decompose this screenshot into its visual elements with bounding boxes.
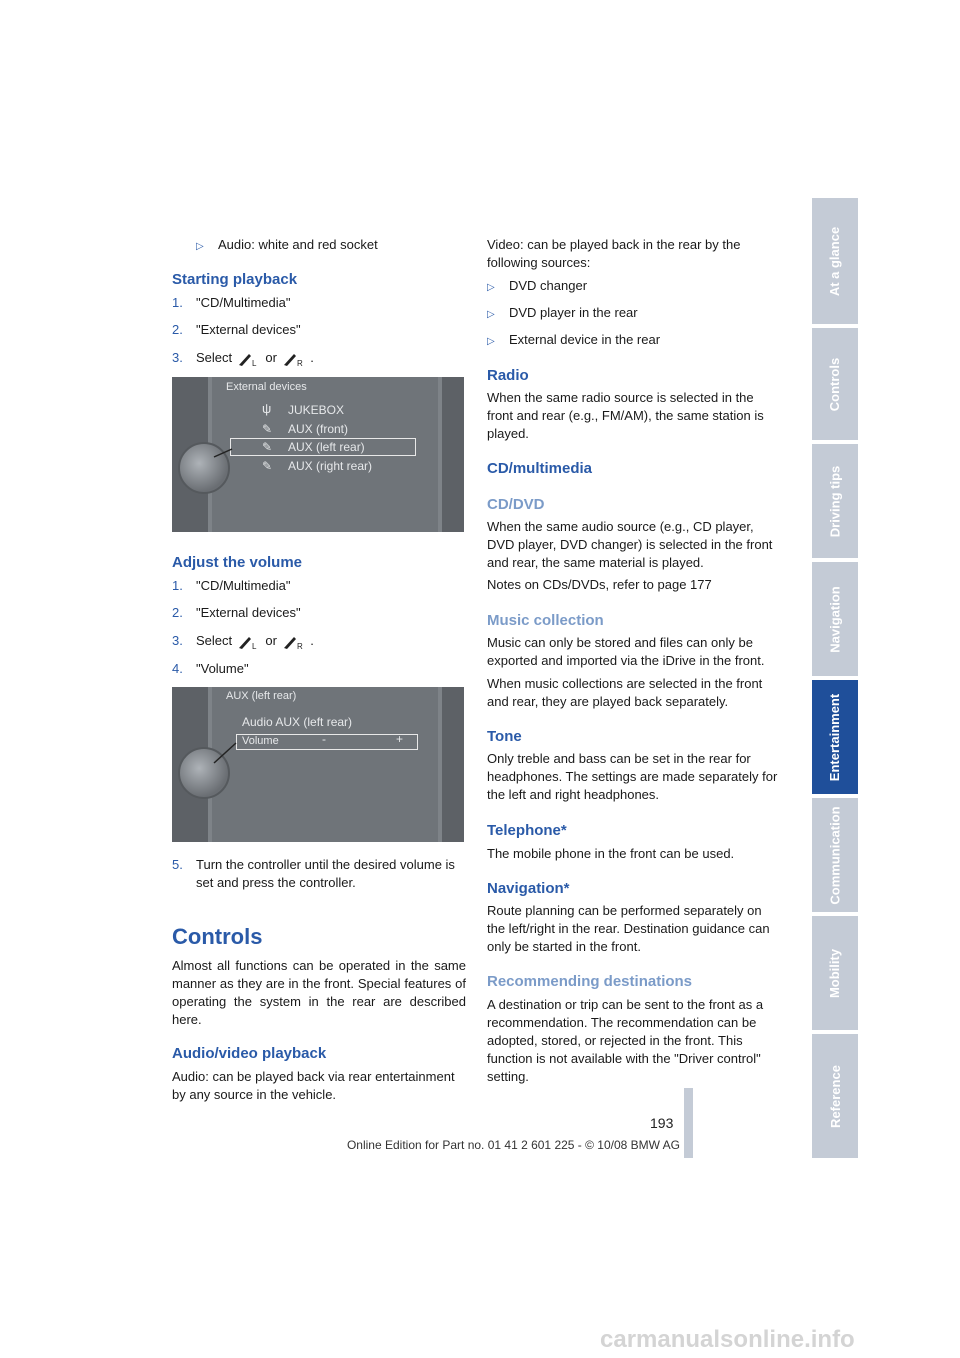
screen-aux-volume bbox=[172, 687, 464, 842]
video-source-1: ▷ DVD changer bbox=[487, 277, 587, 297]
av-step-3: 3. Select L or R . bbox=[172, 633, 314, 650]
music-collection-text-1: Music can only be stored and files can only be exported and imported via the iDrive in the front. bbox=[487, 635, 765, 668]
video-source-2: ▷ DVD player in the rear bbox=[487, 304, 638, 324]
heading-controls: Controls bbox=[172, 924, 263, 949]
cd-dvd-text: When the same audio source (e.g., CD player, DVD player, DVD changer) is selected in the front and rear, the same material is played. bbox=[487, 519, 773, 570]
cd-dvd-note: Notes on CDs/DVDs, refer to page 177 bbox=[487, 577, 712, 592]
svg-text:L: L bbox=[251, 358, 257, 367]
tab-driving-tips[interactable]: Driving tips bbox=[812, 444, 858, 558]
tab-at-a-glance[interactable]: At a glance bbox=[812, 198, 858, 324]
controls-text: Almost all functions can be operated in the same manner as they are in the front. Special features of operating the system in the rear are described here. bbox=[172, 958, 466, 1027]
recommending-text: A destination or trip can be sent to the front as a recommendation. The recommendation can be adopted, stored, or rejected in the front. This function is not available with the "Driver control" setting. bbox=[487, 997, 764, 1084]
heading-starting-playback: Starting playback bbox=[172, 271, 298, 288]
screen-title: External devices bbox=[226, 381, 307, 393]
screen-title: AUX (left rear) bbox=[226, 690, 297, 702]
triangle-bullet-icon: ▷ bbox=[487, 309, 495, 320]
av-step-2: 2. "External devices" bbox=[172, 605, 301, 620]
heading-telephone: Telephone* bbox=[487, 822, 567, 839]
av-step-5: 5. Turn the controller until the desired volume is set and press the controller. bbox=[172, 857, 455, 890]
navigation-text: Route planning can be performed separately on the left/right in the rear. Destination guidance can only be started in the front. bbox=[487, 903, 770, 954]
tab-navigation[interactable]: Navigation bbox=[812, 562, 858, 676]
bullet-audio: ▷ Audio: white and red socket bbox=[196, 236, 466, 256]
aux-front-icon: ✎ bbox=[262, 422, 273, 436]
tab-entertainment[interactable]: Entertainment bbox=[812, 680, 858, 794]
tab-reference[interactable]: Reference bbox=[812, 1034, 858, 1158]
sp-step-1: 1. "CD/Multimedia" bbox=[172, 295, 291, 310]
sp-step-2: 2. "External devices" bbox=[172, 322, 301, 337]
heading-radio: Radio bbox=[487, 367, 529, 384]
screen-subtitle: Audio AUX (left rear) bbox=[242, 715, 353, 729]
heading-cd-multimedia: CD/multimedia bbox=[487, 460, 593, 477]
triangle-bullet-icon: ▷ bbox=[487, 282, 495, 293]
av-step-1: 1. "CD/Multimedia" bbox=[172, 578, 291, 593]
heading-audio-video: Audio/video playback bbox=[172, 1045, 327, 1062]
heading-cd-dvd: CD/DVD bbox=[487, 496, 545, 513]
edition-text: Online Edition for Part no. 01 41 2 601 225 - © 10/08 BMW AG bbox=[346, 1138, 680, 1152]
svg-text:R: R bbox=[296, 641, 303, 650]
aux-left-icon bbox=[236, 351, 262, 367]
heading-adjust-volume: Adjust the volume bbox=[172, 554, 303, 571]
page-marker-bar bbox=[684, 1088, 693, 1158]
heading-tone: Tone bbox=[487, 728, 522, 745]
audio-video-text: Audio: can be played back via rear entertainment by any source in the vehicle. bbox=[172, 1069, 455, 1102]
tab-communication[interactable]: Communication bbox=[812, 798, 858, 912]
av-step-4: 4. "Volume" bbox=[172, 661, 249, 676]
triangle-bullet-icon: ▷ bbox=[487, 336, 495, 347]
watermark: carmanualsonline.info bbox=[600, 1326, 855, 1353]
sp-step-3: 3. Select L or R . bbox=[172, 350, 314, 367]
svg-text:L: L bbox=[251, 641, 257, 650]
menu-item-aux-front: AUX (front) bbox=[288, 422, 349, 436]
video-source-3: ▷ External device in the rear bbox=[487, 331, 660, 351]
triangle-bullet-icon: ▷ bbox=[196, 241, 204, 252]
telephone-text: The mobile phone in the front can be used. bbox=[487, 846, 735, 861]
music-collection-text-2: When music collections are selected in the front and rear, they are played back separately. bbox=[487, 676, 763, 709]
heading-navigation: Navigation* bbox=[487, 880, 570, 897]
menu-item-jukebox: JUKEBOX bbox=[288, 403, 345, 417]
radio-text: When the same radio source is selected in the front and rear (e.g., FM/AM), the same station is played. bbox=[487, 390, 764, 441]
usb-icon: ψ bbox=[262, 401, 272, 416]
volume-label: Volume bbox=[242, 735, 279, 747]
svg-text:R: R bbox=[296, 358, 303, 367]
tone-text: Only treble and bass can be set in the rear for headphones. The settings are made separately for the left and right headphones. bbox=[487, 751, 778, 802]
volume-minus: - bbox=[322, 732, 326, 746]
heading-recommending: Recommending destinations bbox=[487, 973, 693, 990]
heading-music-collection: Music collection bbox=[487, 612, 604, 629]
aux-left-icon bbox=[236, 634, 262, 650]
aux-right-icon bbox=[281, 634, 307, 650]
aux-left-rear-icon: ✎ bbox=[262, 440, 273, 454]
page-number: 193 bbox=[650, 1115, 674, 1131]
menu-item-aux-right-rear: AUX (right rear) bbox=[288, 459, 373, 473]
menu-item-aux-left-rear: AUX (left rear) bbox=[288, 440, 365, 454]
volume-plus: + bbox=[396, 732, 404, 746]
tab-controls[interactable]: Controls bbox=[812, 328, 858, 440]
screen-external-devices bbox=[172, 377, 464, 532]
aux-right-rear-icon: ✎ bbox=[262, 459, 273, 473]
tab-mobility[interactable]: Mobility bbox=[812, 916, 858, 1030]
video-intro: Video: can be played back in the rear by the following sources: bbox=[487, 237, 741, 270]
aux-right-icon bbox=[281, 351, 307, 367]
